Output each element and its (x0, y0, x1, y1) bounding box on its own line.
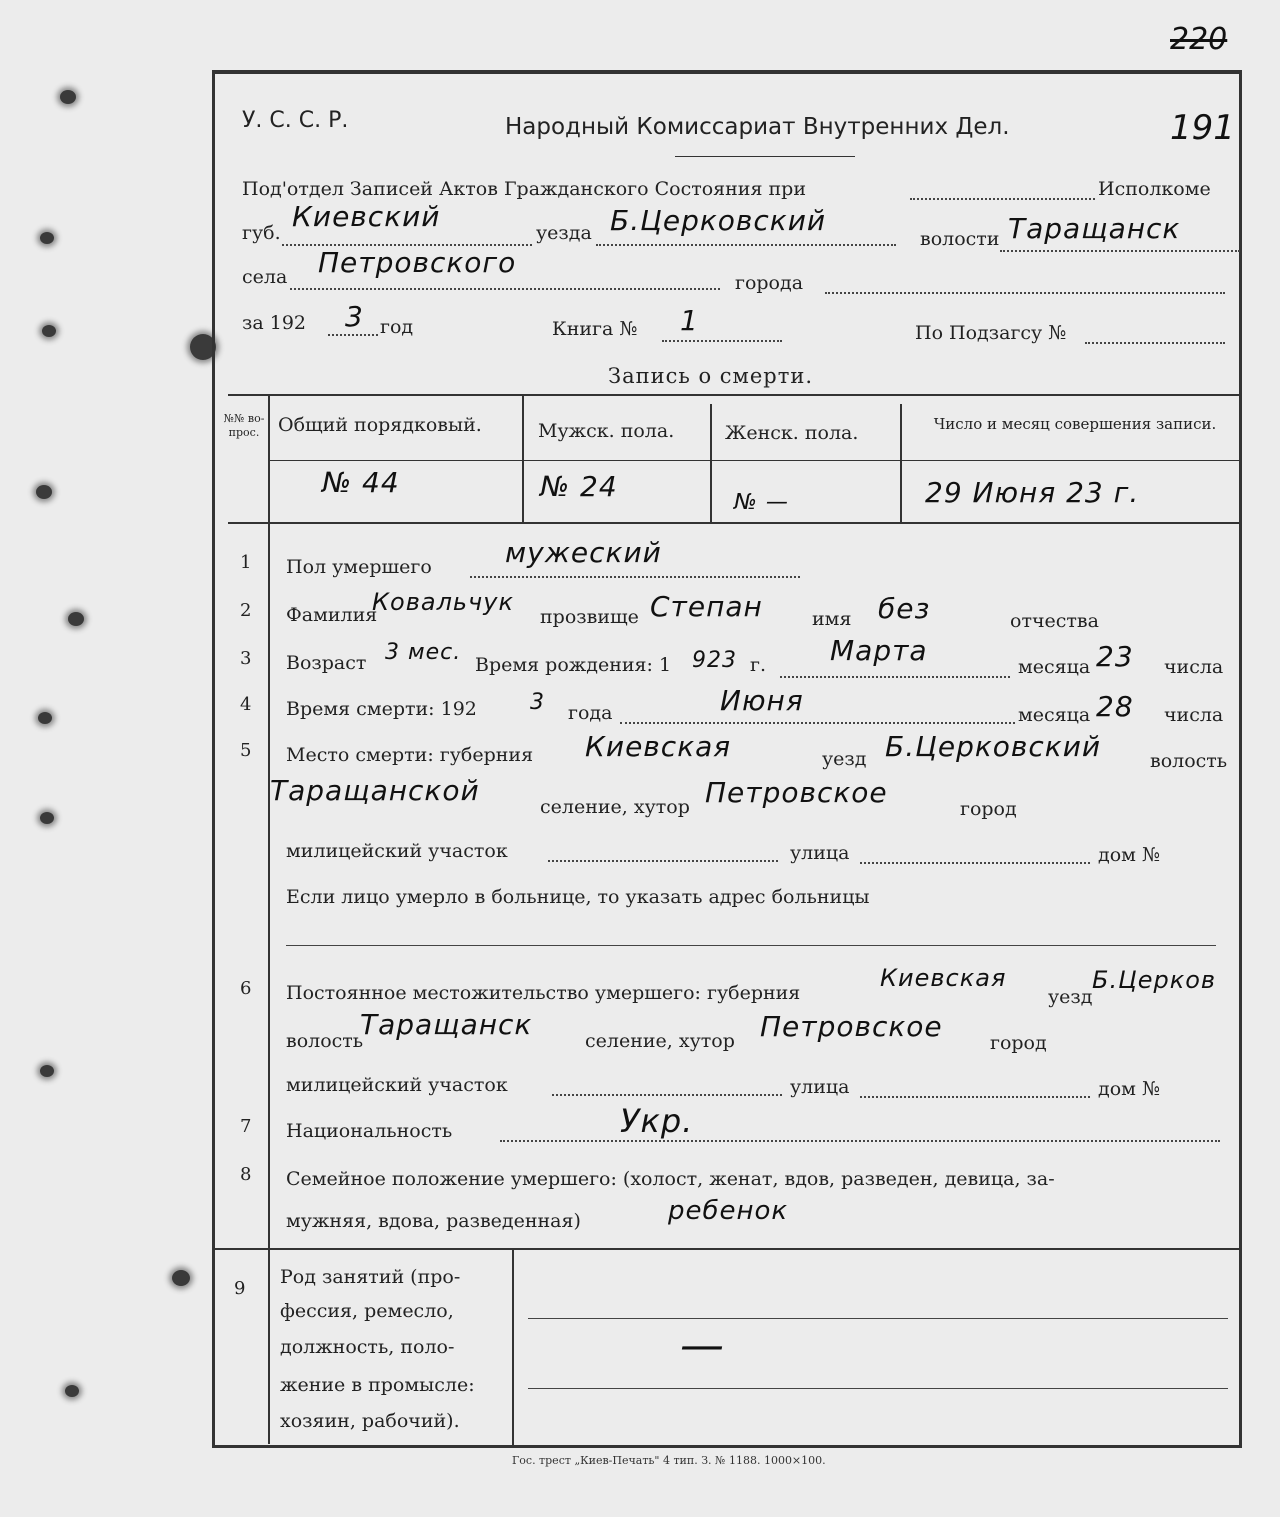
uezd-label: уезда (536, 222, 592, 244)
residence-label: Постоянное местожительство умершего: губерния (286, 982, 801, 1004)
printer-footer: Гос. трест „Киев-Печать" 4 тип. З. № 1188. 1000×100. (512, 1454, 826, 1467)
table-top-rule (228, 394, 1240, 396)
q-number: 3 (240, 648, 252, 669)
place-police-label: милицейский участок (286, 840, 508, 862)
occupation-label-3: должность, поло- (280, 1336, 455, 1358)
birth-label: Время рождения: 1 (475, 654, 672, 676)
surname-label: Фамилия (286, 604, 378, 626)
year-label: за 192 (242, 312, 306, 334)
place-volost-value: Таращанской (270, 774, 480, 807)
death-month-label: месяца (1018, 704, 1091, 726)
age-label: Возраст (286, 652, 367, 674)
q9-divider (512, 1250, 514, 1445)
table-mid-rule (268, 460, 1240, 461)
birth-g: г. (750, 654, 766, 676)
fill-line (620, 722, 1015, 724)
occupation-label-1: Род занятий (про- (280, 1266, 461, 1288)
birth-day: 23 (1096, 640, 1134, 673)
fill-line (500, 1140, 1220, 1142)
fill-line (470, 576, 800, 578)
punch-hole (42, 325, 56, 337)
death-label: Время смерти: 192 (286, 698, 477, 720)
table-divider (710, 404, 712, 522)
marital-label-1: Семейное положение умершего: (холост, женат, вдов, разведен, девица, за- (286, 1168, 1055, 1190)
fill-line (290, 288, 720, 290)
q9-top-rule (212, 1248, 1242, 1250)
fill-line (528, 1388, 1228, 1389)
year-suffix: год (380, 316, 414, 338)
place-selenie-label: селение, хутор (540, 796, 690, 818)
punch-hole (60, 90, 76, 104)
republic-title: У. С. С. Р. (242, 108, 349, 133)
occupation-value: — (680, 1320, 725, 1371)
q-number: 8 (240, 1164, 252, 1185)
punch-hole (40, 1065, 54, 1077)
book-label: Книга № (552, 318, 638, 340)
gub-label: губ. (242, 222, 281, 244)
birth-year: 923 (692, 648, 737, 673)
residence-gorod-label: город (990, 1032, 1047, 1054)
fill-line (860, 1096, 1090, 1098)
q-number: 9 (234, 1278, 246, 1299)
hospital-label: Если лицо умерло в больнице, то указать адрес больницы (286, 886, 870, 908)
col-female-header: Женск. пола. (725, 422, 859, 444)
col-q-header: №№ во-прос. (223, 412, 265, 439)
office-line1: Под'отдел Записей Актов Гражданского Состояния при (242, 178, 806, 200)
residence-volost-label: волость (286, 1030, 364, 1052)
age-value: 3 мес. (385, 640, 462, 665)
residence-street-label: улица (790, 1076, 850, 1098)
fill-line (552, 1094, 782, 1096)
podzags-label: По Подзагсу № (915, 322, 1067, 344)
residence-selenie-label: селение, хутор (585, 1030, 735, 1052)
occupation-label-4: жение в промысле: (280, 1374, 475, 1396)
death-day: 28 (1096, 690, 1134, 723)
residence-gub-value: Киевская (880, 964, 1007, 992)
q-number: 6 (240, 978, 252, 999)
q-number: 5 (240, 740, 252, 761)
fill-line (548, 860, 778, 862)
fill-line (1085, 342, 1225, 344)
residence-uezd-label: уезд (1048, 986, 1093, 1008)
place-gorod-label: город (960, 798, 1017, 820)
birth-day-label: числа (1164, 656, 1224, 678)
birth-month-label: месяца (1018, 656, 1091, 678)
q1-value: мужеский (505, 536, 662, 569)
selo-value: Петровского (318, 246, 517, 279)
nationality-value: Укр. (620, 1102, 694, 1140)
death-year-label: года (568, 702, 613, 724)
year-value: 3 (345, 300, 364, 333)
patronymic-label: отчества (1010, 610, 1099, 632)
death-day-label: числа (1164, 704, 1224, 726)
volost-label: волости (920, 228, 1000, 250)
fill-line (662, 340, 782, 342)
fill-line (860, 862, 1090, 864)
fill-line (286, 945, 1216, 946)
table-bottom-rule (228, 522, 1240, 524)
punch-hole (172, 1270, 190, 1286)
uezd-value: Б.Церковский (610, 204, 827, 237)
residence-selenie-value: Петровское (760, 1010, 943, 1043)
col-date-header: Число и месяц совершения записи. (933, 415, 1217, 433)
name-value: без (878, 592, 931, 625)
table-divider (268, 394, 270, 1444)
male-value: № 24 (540, 470, 618, 503)
place-gub-value: Киевская (585, 730, 732, 763)
marital-value: ребенок (668, 1196, 789, 1226)
place-uezd-label: уезд (822, 748, 867, 770)
female-value: № — (734, 490, 789, 515)
volost-value: Таращанск (1008, 212, 1181, 245)
table-divider (522, 394, 524, 522)
q-number: 1 (240, 552, 252, 573)
occupation-label-5: хозяин, рабочий). (280, 1410, 460, 1432)
page-number-top: 220 (1170, 22, 1228, 57)
residence-uezd-value: Б.Церков (1092, 966, 1217, 994)
page-number-side: 191 (1170, 108, 1235, 148)
q-number: 7 (240, 1116, 252, 1137)
commissariat-title: Народный Комиссариат Внутренних Дел. (505, 114, 1010, 140)
occupation-label-2: фессия, ремесло, (280, 1300, 454, 1322)
place-uezd-value: Б.Церковский (885, 730, 1102, 763)
fill-line (328, 334, 378, 336)
fill-line (910, 198, 1095, 200)
nick-value: Степан (650, 590, 763, 623)
table-divider (900, 404, 902, 522)
book-value: 1 (680, 304, 699, 337)
fill-line (780, 676, 1010, 678)
col-male-header: Мужск. пола. (538, 420, 675, 442)
punch-hole (38, 712, 52, 724)
gub-value: Киевский (292, 200, 441, 233)
nationality-label: Национальность (286, 1120, 453, 1142)
q-number: 4 (240, 694, 252, 715)
fill-line (528, 1318, 1228, 1319)
birth-month: Марта (830, 634, 928, 667)
gorod-label: города (735, 272, 804, 294)
place-label: Место смерти: губерния (286, 744, 534, 766)
punch-hole (68, 612, 84, 626)
header-rule (675, 156, 855, 157)
place-house-label: дом № (1098, 844, 1160, 866)
q-number: 2 (240, 600, 252, 621)
general-value: № 44 (322, 466, 400, 499)
record-title: Запись о смерти. (608, 364, 814, 388)
residence-police-label: милицейский участок (286, 1074, 508, 1096)
place-street-label: улица (790, 842, 850, 864)
place-volost-label: волость (1150, 750, 1228, 772)
fill-line (825, 292, 1225, 294)
punch-hole (40, 812, 54, 824)
residence-house-label: дом № (1098, 1078, 1160, 1100)
fill-line (596, 244, 896, 246)
surname-value: Ковальчук (372, 588, 514, 616)
death-month: Июня (720, 684, 804, 717)
date-value: 29 Июня 23 г. (925, 476, 1140, 509)
place-selenie-value: Петровское (705, 776, 888, 809)
name-label: имя (812, 608, 852, 630)
punch-hole (40, 232, 54, 244)
nick-label: прозвище (540, 606, 639, 628)
marital-label-2: мужняя, вдова, разведенная) (286, 1210, 581, 1232)
punch-hole (36, 485, 52, 499)
q1-label: Пол умершего (286, 556, 432, 578)
death-year: 3 (530, 690, 545, 715)
col-general-header: Общий порядковый. (278, 414, 482, 436)
fill-line (1000, 250, 1240, 252)
selo-label: села (242, 266, 288, 288)
residence-volost-value: Таращанск (360, 1008, 533, 1041)
office-line1-end: Исполкоме (1098, 178, 1211, 200)
punch-hole (65, 1385, 79, 1397)
